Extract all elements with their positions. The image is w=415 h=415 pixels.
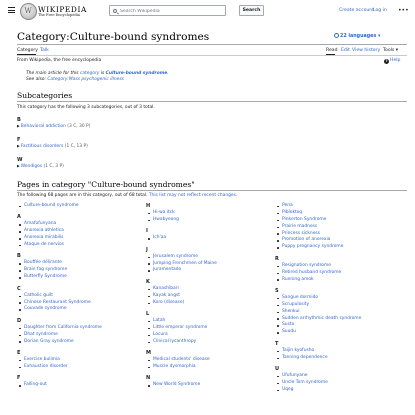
page-link[interactable]: Exhaustion disorder bbox=[24, 363, 68, 369]
see-also-link[interactable]: Category:Mass psychogenic illness bbox=[47, 77, 124, 82]
wikipedia-tagline: The Free Encyclopedia bbox=[38, 13, 80, 17]
page-link[interactable]: Taijin kyofusho bbox=[282, 347, 315, 353]
page-link[interactable]: Exercise bulimia bbox=[24, 356, 60, 362]
page-link[interactable]: Puppy pregnancy syndrome bbox=[282, 244, 344, 250]
page-list bbox=[275, 373, 399, 394]
page-link[interactable]: Hwabyeong bbox=[153, 216, 179, 222]
hatnote-text: . bbox=[167, 71, 169, 76]
page-link[interactable]: Butterfly Syndrome bbox=[24, 274, 67, 280]
pages-column-2 bbox=[146, 203, 270, 389]
wikipedia-globe-logo[interactable] bbox=[20, 3, 37, 20]
list-item bbox=[146, 382, 270, 389]
page-link[interactable]: Retired husband syndrome bbox=[282, 269, 342, 275]
expand-triangle-icon[interactable]: ▶ bbox=[17, 164, 20, 168]
subcategory-item bbox=[17, 164, 64, 170]
page-link[interactable]: Medical students' disease bbox=[153, 357, 210, 363]
list-item bbox=[146, 286, 270, 293]
page-list bbox=[146, 235, 270, 242]
page-list bbox=[146, 210, 270, 224]
page-list bbox=[17, 293, 141, 314]
page-link[interactable]: Running amok bbox=[282, 276, 314, 282]
tab-tools[interactable] bbox=[383, 48, 398, 54]
pages-count-text: The following 68 pages are in this category, out of 68 total. bbox=[17, 193, 149, 198]
subcategory-count: (1 C, 3 P) bbox=[43, 164, 64, 169]
page-link[interactable]: Promotion of anorexia bbox=[282, 237, 331, 243]
list-item bbox=[17, 293, 141, 300]
main-menu-icon[interactable] bbox=[8, 7, 15, 13]
hatnote-text: See also: bbox=[26, 77, 48, 82]
title-divider bbox=[17, 44, 407, 45]
page-link[interactable]: Culture-bound syndrome bbox=[24, 203, 79, 208]
page-link[interactable]: Jumping Frenchmen of Maine bbox=[153, 260, 217, 266]
page-group-letter: F bbox=[17, 375, 21, 382]
subcategory-item bbox=[17, 144, 88, 150]
page-link[interactable]: Muscle dysmorphia bbox=[153, 363, 196, 369]
page-group-letter: J bbox=[146, 246, 148, 253]
more-options-icon[interactable]: ••• bbox=[398, 7, 409, 14]
page-group-letter: M bbox=[146, 350, 151, 357]
list-item bbox=[17, 325, 141, 332]
pages-column-1 bbox=[17, 203, 141, 389]
list-item bbox=[17, 332, 141, 339]
page-link[interactable]: Amafufunyana bbox=[24, 221, 57, 227]
site-sub: From Wikipedia, the free encyclopedia bbox=[17, 58, 102, 63]
language-globe-icon bbox=[334, 33, 339, 38]
search-box[interactable] bbox=[109, 5, 226, 16]
page-link[interactable]: Shenkui bbox=[282, 308, 300, 314]
page-list bbox=[146, 382, 270, 389]
list-item bbox=[17, 357, 141, 364]
hatnote-text: The main article for this bbox=[26, 71, 80, 76]
page-group-letter: I bbox=[146, 228, 148, 235]
list-item bbox=[275, 217, 399, 224]
tools-label: Tools bbox=[383, 47, 395, 53]
list-item bbox=[275, 295, 399, 302]
pages-count bbox=[17, 193, 237, 199]
page-link[interactable]: Princess sickness bbox=[282, 230, 320, 236]
page-list bbox=[275, 348, 399, 362]
page-link[interactable]: Scrupulosity bbox=[282, 301, 310, 307]
page-group-letter: H bbox=[146, 203, 151, 209]
list-item bbox=[17, 306, 141, 313]
subcategory-link[interactable]: Wendigos bbox=[20, 164, 43, 169]
page-group-letter: R bbox=[275, 255, 279, 262]
heading-divider bbox=[17, 101, 407, 102]
heading-divider bbox=[17, 190, 407, 191]
page-group-letter: C bbox=[17, 285, 21, 292]
subcategory-link[interactable]: Behavioral addiction bbox=[20, 124, 66, 129]
main-article-link[interactable]: Culture-bound syndrome bbox=[105, 71, 168, 76]
page-link[interactable]: Pibloktoq bbox=[282, 209, 303, 215]
help-link[interactable] bbox=[384, 58, 400, 64]
expand-triangle-icon[interactable]: ▶ bbox=[17, 124, 20, 128]
subcategory-count: (3 C, 30 P) bbox=[67, 124, 91, 129]
page-link[interactable]: Kanashibari bbox=[153, 285, 179, 291]
tab-edit[interactable]: Edit bbox=[341, 47, 350, 53]
page-list bbox=[17, 203, 141, 210]
page-list bbox=[146, 286, 270, 307]
list-item bbox=[146, 318, 270, 325]
page-list bbox=[17, 325, 141, 346]
page-title: Category:Culture-bound syndromes bbox=[17, 31, 210, 43]
expand-triangle-icon[interactable]: ▶ bbox=[17, 144, 20, 148]
page-link[interactable]: Dorian Gray syndrome bbox=[24, 338, 74, 344]
page-group-letter: D bbox=[17, 317, 22, 324]
page-link[interactable]: Locura bbox=[153, 331, 168, 337]
page-link[interactable]: Ich'aa bbox=[153, 235, 167, 241]
tab-talk[interactable]: Talk bbox=[40, 47, 49, 53]
list-item bbox=[275, 348, 399, 355]
page-list bbox=[146, 357, 270, 371]
list-item bbox=[275, 270, 399, 277]
login-link[interactable]: Log in bbox=[373, 8, 387, 13]
page-link[interactable]: Catholic guilt bbox=[24, 292, 53, 298]
page-link[interactable]: Sangue dormido bbox=[282, 294, 319, 300]
create-account-link[interactable]: Create account bbox=[339, 8, 375, 13]
search-icon bbox=[113, 9, 117, 13]
page-list bbox=[146, 254, 270, 275]
page-link[interactable]: Sudden arrhythmic death syndrome bbox=[282, 315, 362, 321]
page-link[interactable]: Dhat syndrome bbox=[24, 331, 58, 337]
list-item bbox=[17, 203, 141, 210]
subcategory-count: (1 C, 13 P) bbox=[64, 144, 88, 149]
page-link[interactable]: Hi-wa itck bbox=[153, 210, 175, 215]
page-link[interactable]: Tanning dependence bbox=[282, 354, 328, 360]
list-item bbox=[146, 357, 270, 364]
search-input[interactable] bbox=[120, 6, 220, 16]
page-link[interactable]: Bouffée délirante bbox=[24, 260, 62, 266]
list-item bbox=[275, 380, 399, 387]
page-link[interactable]: Susto bbox=[282, 322, 295, 328]
list-item bbox=[275, 277, 399, 284]
page-list bbox=[275, 203, 399, 251]
list-item bbox=[275, 302, 399, 309]
page-link[interactable]: Kayak angst bbox=[153, 292, 180, 298]
page-link[interactable]: Suudu bbox=[282, 329, 296, 335]
page-list bbox=[275, 263, 399, 284]
list-item bbox=[275, 210, 399, 217]
page-group-letter: N bbox=[146, 375, 151, 382]
page-list bbox=[17, 382, 141, 389]
page-link[interactable]: Ufufunyane bbox=[282, 373, 308, 379]
page-link[interactable]: Uncle Tom syndrome bbox=[282, 379, 328, 385]
page-link[interactable]: Koro (disease) bbox=[153, 299, 185, 305]
page-link[interactable]: Juramentado bbox=[153, 267, 182, 273]
page-link[interactable]: Prairie madness bbox=[282, 223, 318, 229]
subcategory-item bbox=[17, 124, 90, 130]
page-link[interactable]: Chinese Restaurant Syndrome bbox=[24, 299, 91, 305]
list-item bbox=[146, 267, 270, 274]
list-item bbox=[17, 339, 141, 346]
list-item bbox=[146, 293, 270, 300]
page-link[interactable]: Resignation syndrome bbox=[282, 262, 331, 268]
page-link[interactable]: Couvade syndrome bbox=[24, 306, 67, 312]
list-item bbox=[17, 274, 141, 281]
page-link[interactable]: Jerusalem syndrome bbox=[153, 253, 198, 259]
recent-changes-note-link[interactable]: This list may not reflect recent changes. bbox=[148, 193, 238, 198]
page-link[interactable]: Uqeg bbox=[282, 386, 294, 392]
page-link[interactable]: Little emperor syndrome bbox=[153, 324, 208, 330]
tab-category[interactable]: Category bbox=[17, 47, 38, 53]
list-item bbox=[275, 355, 399, 362]
list-item bbox=[275, 224, 399, 231]
page-link[interactable]: Falling-out bbox=[24, 382, 47, 388]
page-list bbox=[275, 295, 399, 336]
list-item bbox=[275, 329, 399, 336]
list-item bbox=[146, 300, 270, 307]
wikipedia-wordmark[interactable]: WIKIPEDIA bbox=[38, 5, 87, 14]
page-group-letter: A bbox=[17, 214, 21, 221]
list-item bbox=[275, 309, 399, 316]
site-header bbox=[0, 0, 415, 22]
subcategory-letter: F bbox=[17, 137, 21, 143]
list-item bbox=[17, 242, 141, 249]
subcategories-heading: Subcategories bbox=[17, 91, 73, 100]
help-label: Help bbox=[390, 58, 401, 63]
page-list bbox=[17, 357, 141, 371]
subcategory-link[interactable]: Factitious disorders bbox=[20, 144, 64, 149]
category-link[interactable]: category bbox=[79, 71, 100, 76]
page-group-letter: L bbox=[146, 311, 150, 318]
page-group-letter: K bbox=[146, 278, 150, 285]
list-item bbox=[275, 244, 399, 251]
list-item bbox=[146, 235, 270, 242]
languages-label: 22 languages bbox=[340, 34, 377, 39]
page-link[interactable]: Anorexia athletica bbox=[24, 228, 64, 234]
subcategory-letter: B bbox=[17, 117, 21, 123]
list-item bbox=[146, 217, 270, 224]
subcategories-count: This category has the following 3 subcategories, out of 3 total. bbox=[17, 105, 155, 110]
hatnote-text: is bbox=[99, 71, 106, 76]
list-item bbox=[146, 254, 270, 261]
list-item bbox=[146, 325, 270, 332]
list-item bbox=[146, 210, 270, 217]
languages-button[interactable]: 22 languages ▾ bbox=[334, 33, 380, 40]
page-link[interactable]: Pena bbox=[282, 203, 293, 208]
page-group-letter: T bbox=[275, 340, 279, 347]
tab-read[interactable]: Read bbox=[326, 47, 338, 53]
help-icon: ? bbox=[385, 58, 388, 63]
page-list bbox=[17, 260, 141, 281]
pages-heading: Pages in category "Culture-bound syndromes" bbox=[17, 180, 195, 189]
page-link[interactable]: Latah bbox=[153, 318, 166, 324]
list-item bbox=[17, 382, 141, 389]
page-link[interactable]: Clinical lycanthropy bbox=[153, 338, 197, 344]
page-link[interactable]: Anorexia mirabilis bbox=[24, 235, 64, 241]
chevron-down-icon: ▾ bbox=[395, 47, 399, 53]
list-item bbox=[275, 263, 399, 270]
list-item bbox=[17, 364, 141, 371]
list-item bbox=[146, 339, 270, 346]
tab-view-history[interactable]: View history bbox=[352, 47, 381, 53]
page-group-letter: B bbox=[17, 253, 21, 260]
page-link[interactable]: Ataque de nervios bbox=[24, 242, 64, 248]
page-group-letter: U bbox=[275, 366, 280, 373]
list-item bbox=[275, 203, 399, 210]
list-item bbox=[275, 373, 399, 380]
subcategory-letter: W bbox=[17, 157, 23, 163]
page-link[interactable]: New World Syndrome bbox=[153, 382, 201, 388]
page-link[interactable]: Pinkerton Syndrome bbox=[282, 216, 327, 222]
list-item bbox=[275, 387, 399, 394]
search-button[interactable]: Search bbox=[239, 5, 264, 16]
hatnote-see-also bbox=[26, 77, 124, 83]
page-group-letter: E bbox=[17, 349, 21, 356]
list-item bbox=[146, 332, 270, 339]
pages-column-3 bbox=[275, 203, 399, 394]
page-list bbox=[17, 221, 141, 249]
page-group-letter: S bbox=[275, 287, 279, 294]
tabs-divider bbox=[17, 55, 407, 56]
page-link[interactable]: Brain fag syndrome bbox=[24, 267, 68, 273]
page-link[interactable]: Daughter from California syndrome bbox=[24, 324, 102, 330]
list-item bbox=[146, 364, 270, 371]
page-list bbox=[146, 318, 270, 346]
